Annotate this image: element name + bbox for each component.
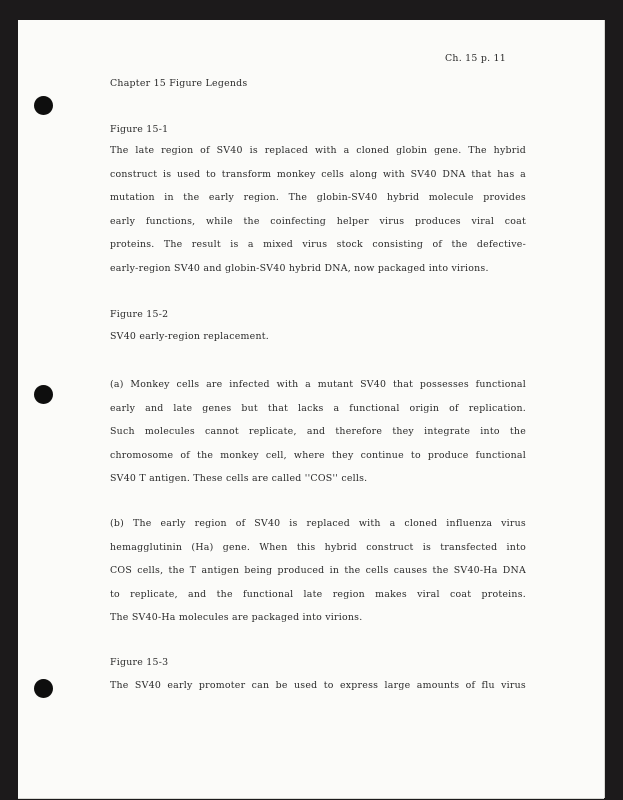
text-line: SV40 T antigen. These cells are called ''COS'' cells.	[110, 473, 368, 484]
text-line: early-region SV40 and globin-SV40 hybrid DNA, now packaged into virions.	[110, 262, 489, 274]
figure-legend-paragraph	[110, 674, 526, 698]
text-line: (b) The early region of SV40 is replaced with a cloned influenza virus	[110, 518, 526, 529]
text-line: (a) Monkey cells are infected with a mutant SV40 that possesses functional	[110, 379, 526, 390]
text-line: to replicate, and the functional late region makes viral coat proteins.	[110, 588, 526, 600]
chapter-title: Chapter 15 Figure Legends	[110, 78, 248, 89]
text-line: early and late genes but that lacks a functional origin of replication.	[110, 402, 526, 414]
text-line: construct is used to transform monkey cells along with SV40 DNA that has a	[110, 168, 526, 180]
text-line: The late region of SV40 is replaced with a cloned globin gene. The hybrid	[110, 145, 526, 156]
text-line: The SV40 early promoter can be used to express large amounts of flu virus	[110, 680, 526, 691]
text-line: early functions, while the coinfecting helper virus produces viral coat	[110, 215, 526, 227]
text-line: COS cells, the T antigen being produced in the cells causes the SV40-Ha DNA	[110, 565, 526, 576]
text-line: chromosome of the monkey cell, where they continue to produce functional	[110, 449, 526, 461]
figure-heading: Figure 15-1	[110, 124, 169, 135]
punch-hole-bottom	[34, 679, 53, 698]
figure-legend-paragraph	[110, 373, 526, 491]
text-line: hemagglutinin (Ha) gene. When this hybrid construct is transfected into	[110, 541, 526, 553]
figure-legend-paragraph	[110, 139, 526, 280]
text-line: Such molecules cannot replicate, and therefore they integrate into the	[110, 426, 526, 437]
text-line: SV40 early-region replacement.	[110, 331, 270, 342]
figure-heading: Figure 15-3	[110, 657, 169, 668]
page-reference: Ch. 15 p. 11	[445, 53, 506, 64]
punch-hole-middle	[34, 385, 53, 404]
text-line: mutation in the early region. The globin-SV40 hybrid molecule provides	[110, 192, 526, 203]
text-line: proteins. The result is a mixed virus stock consisting of the defective-	[110, 239, 526, 250]
text-line: The SV40-Ha molecules are packaged into virions.	[110, 612, 363, 623]
figure-legend-paragraph	[110, 325, 269, 349]
figure-heading: Figure 15-2	[110, 309, 169, 320]
punch-hole-top	[34, 96, 53, 115]
figure-legend-paragraph	[110, 512, 526, 630]
